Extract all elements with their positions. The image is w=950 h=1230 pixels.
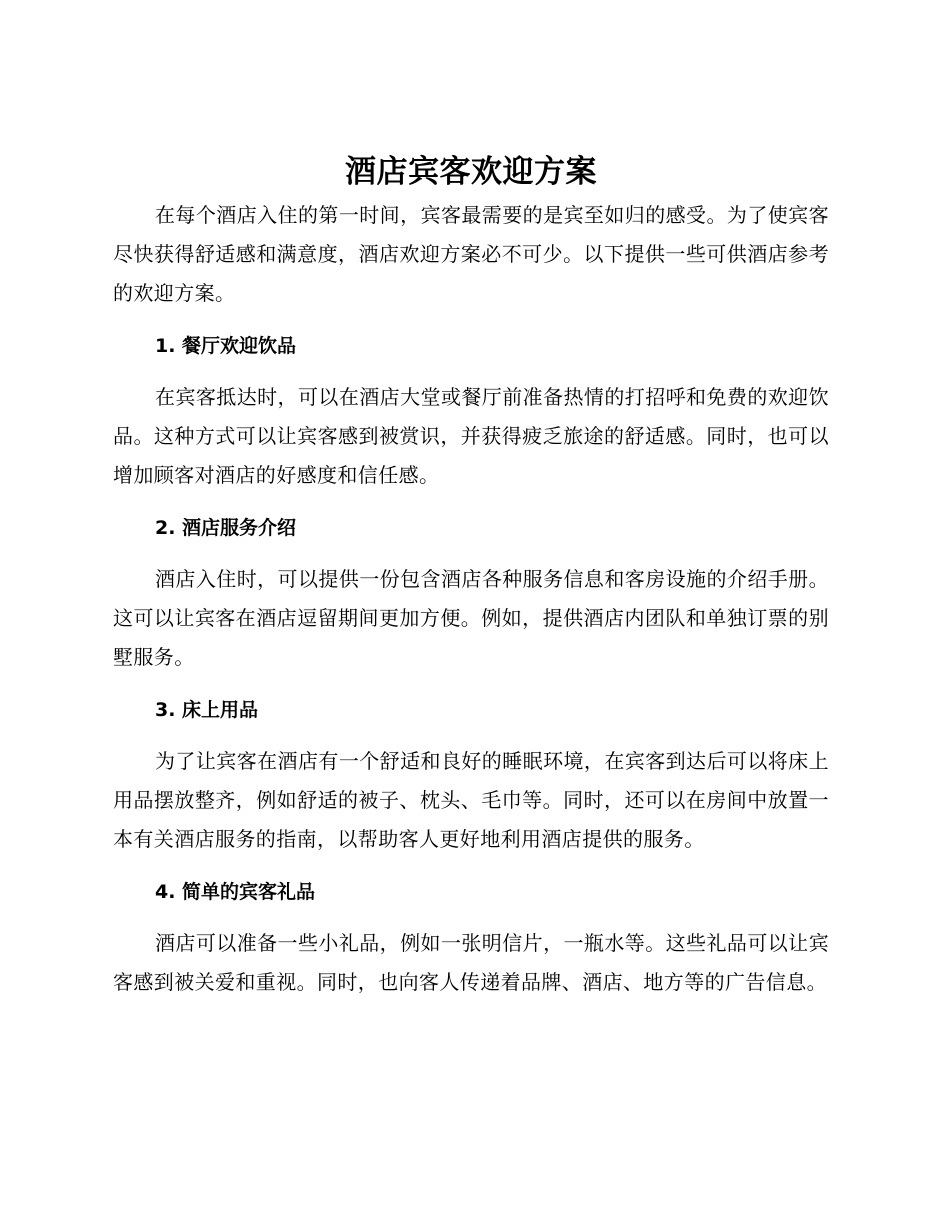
section-paragraph: 为了让宾客在酒店有一个舒适和良好的睡眠环境，在宾客到达后可以将床上用品摆放整齐，例如舒适的被子、枕头、毛巾等。同时，还可以在房间中放置一本有关酒店服务的指南，以帮助客人更好地利用酒店提供的服务。	[113, 749, 829, 851]
section-heading: 3. 床上用品	[155, 699, 259, 721]
section-bedding	[113, 696, 829, 859]
section-heading: 1. 餐厅欢迎饮品	[155, 335, 297, 357]
section-paragraph: 酒店入住时，可以提供一份包含酒店各种服务信息和客房设施的介绍手册。这可以让宾客在酒店逗留期间更加方便。例如，提供酒店内团队和单独订票的别墅服务。	[113, 567, 829, 669]
intro-paragraph: 在每个酒店入住的第一时间，宾客最需要的是宾至如归的感受。为了使宾客尽快获得舒适感和满意度，酒店欢迎方案必不可少。以下提供一些可供酒店参考的欢迎方案。	[113, 203, 829, 305]
section-guest-gifts	[113, 878, 829, 1002]
section-heading: 2. 酒店服务介绍	[155, 517, 297, 539]
section-paragraph: 在宾客抵达时，可以在酒店大堂或餐厅前准备热情的打招呼和免费的欢迎饮品。这种方式可以让宾客感到被赏识，并获得疲乏旅途的舒适感。同时，也可以增加顾客对酒店的好感度和信任感。	[113, 385, 829, 487]
section-heading: 4. 简单的宾客礼品	[155, 881, 316, 903]
section-service-intro	[113, 514, 829, 677]
document-page	[113, 148, 829, 1002]
document-title: 酒店宾客欢迎方案	[345, 154, 597, 190]
section-paragraph: 酒店可以准备一些小礼品，例如一张明信片，一瓶水等。这些礼品可以让宾客感到被关爱和重视。同时，也向客人传递着品牌、酒店、地方等的广告信息。	[113, 931, 829, 994]
section-welcome-drinks	[113, 332, 829, 495]
